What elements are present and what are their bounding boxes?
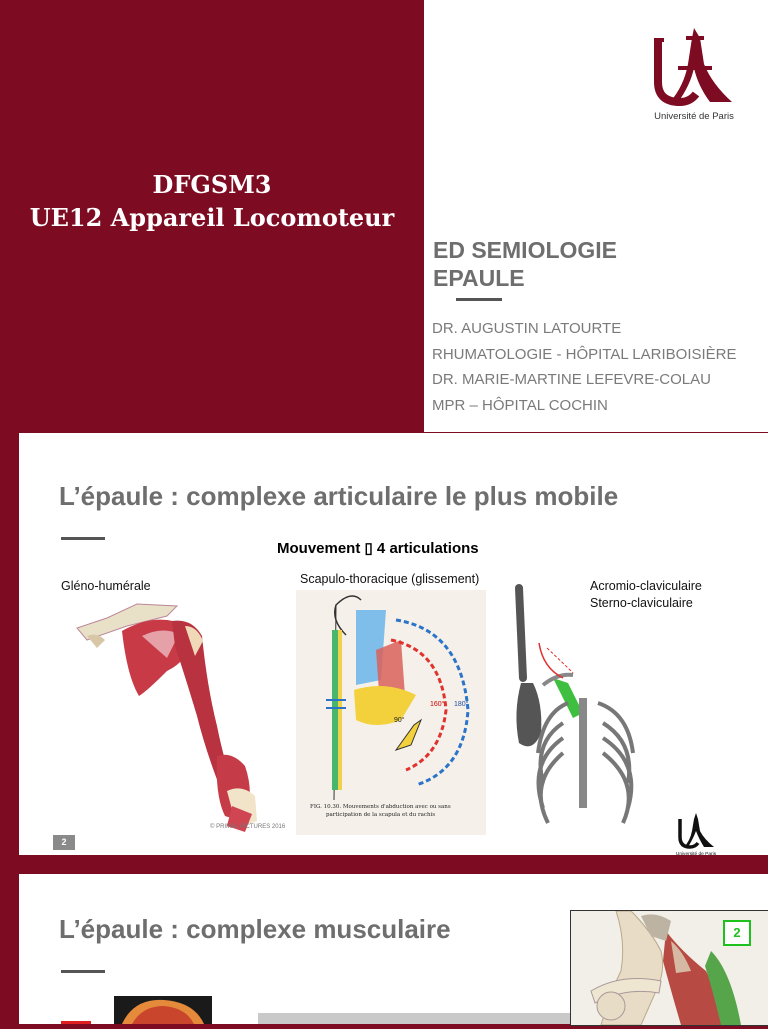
author-line: RHUMATOLOGIE - HÔPITAL LARIBOISIÈRE: [432, 345, 737, 363]
angle-90-label: 90°: [394, 717, 405, 724]
logo-label: Université de Paris: [654, 111, 734, 122]
caption-sterno-claviculaire: Sterno-claviculaire: [590, 596, 693, 610]
caption-acromio-claviculaire: Acromio-claviculaire: [590, 579, 702, 593]
image-credit: © PRIMAL PICTURES 2016: [210, 824, 286, 830]
course-line-1: DFGSM3: [152, 170, 272, 199]
slide-subtitle: Mouvement ▯ 4 articulations: [277, 540, 479, 557]
number-badge: 2: [723, 920, 751, 946]
caption-scapulo-thoracique: Scapulo-thoracique (glissement): [300, 572, 480, 586]
author-line: DR. MARIE-MARTINE LEFEVRE-COLAU: [432, 371, 711, 388]
title-divider: [61, 537, 105, 540]
muscle-photo: [114, 996, 212, 1024]
figure-caption-line-1: FIG. 10.30. Mouvements d'abduction avec ou sans: [310, 804, 451, 810]
author-line: MPR – HÔPITAL COCHIN: [432, 396, 608, 414]
course-line-2: UE12 Appareil Locomoteur: [29, 203, 395, 232]
articulations-slide: [19, 433, 768, 855]
logo-label: Université de Paris: [675, 852, 717, 857]
title-divider: [61, 970, 105, 973]
universite-de-paris-logo: [648, 24, 740, 124]
angle-160-label: 160°: [430, 701, 445, 708]
title-line-2: EPAULE: [433, 265, 525, 291]
universite-de-paris-logo-small: [674, 811, 718, 857]
presentation-title: [433, 236, 617, 292]
slide-title: L’épaule : complexe musculaire: [59, 914, 451, 944]
acromio-sterno-claviculaire-illustration: [513, 583, 653, 838]
page-number: 2: [53, 835, 75, 850]
course-heading: [0, 168, 424, 234]
author-list: [432, 316, 737, 418]
angle-180-label: 180°: [454, 701, 469, 708]
image-placeholder: [258, 1013, 588, 1024]
muscles-slide: [19, 874, 768, 1024]
scapulo-thoracic-illustration: [296, 590, 486, 835]
caption-gleno-humerale: Gléno-humérale: [61, 579, 151, 593]
title-line-1: ED SEMIOLOGIE: [433, 237, 618, 263]
slide-title: L’épaule : complexe articulaire le plus mobile: [59, 481, 619, 511]
figure-caption-line-2: participation de la scapula et du rachis: [326, 812, 436, 818]
author-line: DR. AUGUSTIN LATOURTE: [432, 320, 622, 337]
title-divider: [456, 298, 502, 301]
title-slide: [0, 0, 768, 432]
gleno-humeral-illustration: [67, 596, 292, 836]
